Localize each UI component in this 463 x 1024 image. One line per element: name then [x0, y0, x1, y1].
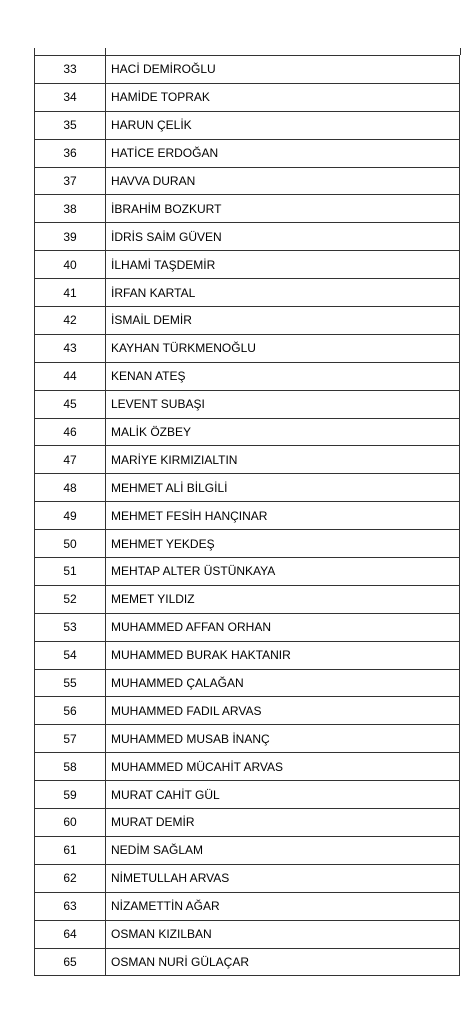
person-name: MEHTAP ALTER ÜSTÜNKAYA [106, 558, 460, 586]
row-number: 46 [35, 418, 106, 446]
person-name: NİZAMETTİN AĞAR [106, 892, 460, 920]
row-number: 65 [35, 948, 106, 976]
table-row [35, 781, 460, 809]
person-name: MEHMET ALİ BİLGİLİ [106, 474, 460, 502]
table-row [35, 279, 460, 307]
person-name: MEHMET YEKDEŞ [106, 530, 460, 558]
table-row [35, 613, 460, 641]
table-row [35, 56, 460, 84]
person-name: MUHAMMED MUSAB İNANÇ [106, 725, 460, 753]
table-row [35, 585, 460, 613]
row-number: 37 [35, 167, 106, 195]
table-row [35, 697, 460, 725]
table-row [35, 223, 460, 251]
table-row [35, 362, 460, 390]
person-name: MARİYE KIRMIZIALTIN [106, 446, 460, 474]
person-name: HAVVA DURAN [106, 167, 460, 195]
person-name: MEHMET FESİH HANÇINAR [106, 502, 460, 530]
table-row [35, 948, 460, 976]
row-number: 64 [35, 920, 106, 948]
row-number: 38 [35, 195, 106, 223]
table-row [35, 195, 460, 223]
row-number: 52 [35, 585, 106, 613]
row-number: 59 [35, 781, 106, 809]
person-name: HACİ DEMİROĞLU [106, 56, 460, 84]
table-row [35, 334, 460, 362]
table-row [35, 864, 460, 892]
person-name: HATİCE ERDOĞAN [106, 139, 460, 167]
row-number: 35 [35, 111, 106, 139]
row-number: 45 [35, 390, 106, 418]
table-row [35, 725, 460, 753]
person-name: MURAT DEMİR [106, 809, 460, 837]
row-number: 53 [35, 613, 106, 641]
row-number: 47 [35, 446, 106, 474]
table-row [35, 669, 460, 697]
person-name: MALİK ÖZBEY [106, 418, 460, 446]
row-number: 58 [35, 753, 106, 781]
table-row [35, 307, 460, 335]
row-number: 39 [35, 223, 106, 251]
person-name: MUHAMMED MÜCAHİT ARVAS [106, 753, 460, 781]
row-number: 34 [35, 83, 106, 111]
person-name: İBRAHİM BOZKURT [106, 195, 460, 223]
table-row [35, 111, 460, 139]
table-row [35, 920, 460, 948]
table-row [35, 892, 460, 920]
row-number: 57 [35, 725, 106, 753]
row-number: 63 [35, 892, 106, 920]
person-name: NEDİM SAĞLAM [106, 836, 460, 864]
table-row [35, 836, 460, 864]
person-name: LEVENT SUBAŞI [106, 390, 460, 418]
table-row [35, 753, 460, 781]
person-name: İSMAİL DEMİR [106, 307, 460, 335]
person-name: KAYHAN TÜRKMENOĞLU [106, 334, 460, 362]
person-name: MUHAMMED BURAK HAKTANIR [106, 641, 460, 669]
person-name: İDRİS SAİM GÜVEN [106, 223, 460, 251]
person-name: MURAT CAHİT GÜL [106, 781, 460, 809]
row-number: 55 [35, 669, 106, 697]
table-row [35, 530, 460, 558]
row-number: 33 [35, 56, 106, 84]
row-number: 40 [35, 251, 106, 279]
row-number: 49 [35, 502, 106, 530]
table-row [35, 418, 460, 446]
row-number: 36 [35, 139, 106, 167]
row-number: 51 [35, 558, 106, 586]
person-name: İRFAN KARTAL [106, 279, 460, 307]
row-number: 60 [35, 809, 106, 837]
table-continuation-top [34, 48, 460, 55]
table-row [35, 474, 460, 502]
row-number: 61 [35, 836, 106, 864]
table-row [35, 446, 460, 474]
row-number: 41 [35, 279, 106, 307]
person-name: MUHAMMED AFFAN ORHAN [106, 613, 460, 641]
name-list-sheet [34, 48, 460, 976]
person-name: HARUN ÇELİK [106, 111, 460, 139]
table-body [35, 56, 460, 976]
table-row [35, 641, 460, 669]
table-row [35, 251, 460, 279]
person-name: HAMİDE TOPRAK [106, 83, 460, 111]
row-number: 54 [35, 641, 106, 669]
person-name: KENAN ATEŞ [106, 362, 460, 390]
table-row [35, 558, 460, 586]
table-row [35, 390, 460, 418]
row-number: 42 [35, 307, 106, 335]
person-name: OSMAN KIZILBAN [106, 920, 460, 948]
person-name: OSMAN NURİ GÜLAÇAR [106, 948, 460, 976]
person-name: NİMETULLAH ARVAS [106, 864, 460, 892]
person-name: MEMET YILDIZ [106, 585, 460, 613]
row-number: 56 [35, 697, 106, 725]
row-number: 43 [35, 334, 106, 362]
person-name: MUHAMMED ÇALAĞAN [106, 669, 460, 697]
table-row [35, 83, 460, 111]
table-row [35, 167, 460, 195]
table-row [35, 502, 460, 530]
row-number: 44 [35, 362, 106, 390]
person-name: MUHAMMED FADIL ARVAS [106, 697, 460, 725]
name-list-table [34, 55, 460, 976]
row-number: 48 [35, 474, 106, 502]
row-number: 62 [35, 864, 106, 892]
person-name: İLHAMİ TAŞDEMİR [106, 251, 460, 279]
row-number: 50 [35, 530, 106, 558]
table-row [35, 139, 460, 167]
table-row [35, 809, 460, 837]
